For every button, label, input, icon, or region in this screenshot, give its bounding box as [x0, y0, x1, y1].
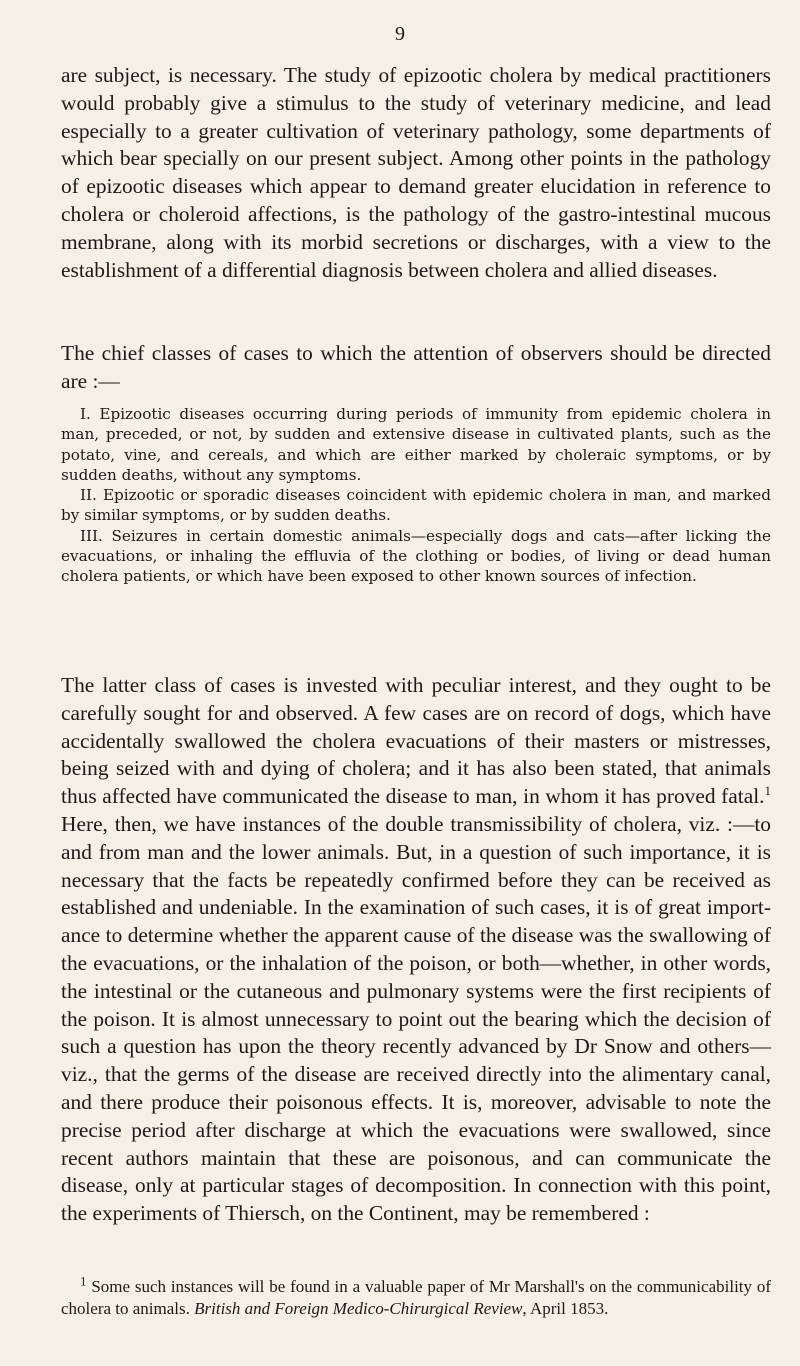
footnote-journal: British and Foreign Medico-Chirurgical Review	[194, 1298, 523, 1318]
class-item-1: I. Epizootic diseases occurring during periods of immunity from epidemic cholera in man, preceded, or not, by sudden and extensive disease in cultivated plants, such as the potato, vine, and cereals, and which are either marked by choleraic symptoms, or by sudden deaths, without any symptoms.	[61, 405, 771, 484]
paragraph-chief-classes: The chief classes of cases to which the attention of observers should be directed are :—	[61, 341, 771, 393]
paragraph-text-continued: Here, then, we have instances of the double transmissibility of cholera, viz. :—to and from man and the lower animals. But, in a question of such importance, it is necessary that the facts be repeatedly confirmed before they can be received as established and undeniable. In the examination of such cases, it is of great importance to determine whether the apparent cause of the disease was the swallowing of the evacuations, or the inhalation of the poison, or both—whether, in other words, the intestinal or the cutaneous and pulmonary systems were the first recipients of the poison. It is almost unnecessary to point out the bearing which the decision of such a question has upon the theory recently advanced by Dr Snow and others—viz., that the germs of the disease are received directly into the alimentary canal, and there produce their poisonous effects. It is, moreover, advisable to note the precise period after discharge at which the evacuations were swallowed, since recent authors maintain that these are poisonous, and can communicate the disease, only at particular stages of decomposition. In connection with this point, the experiments of Thiersch, on the Continent, may be remembered :	[61, 811, 771, 1226]
page-number: 9	[395, 23, 405, 45]
class-item-3: III. Seizures in certain domestic animals—especially dogs and cats—after licking the evacuations, or inhaling the effluvia of the clothing or bodies, of living or dead human cholera patients, or which have been exposed to other known sources of infection.	[61, 526, 771, 586]
footnote-text: Some such instances will be found in a valuable paper of Mr Marshall's on the communicability of cholera to animals.	[61, 1277, 771, 1318]
paragraph-text: The latter class of cases is invested with peculiar interest, and they ought to be carefully sought for and observed. A few cases are on record of dogs, which have accidentally swallowed the cholera evacuations of their masters or mistresses, being seized with and dying of cholera; and it has also been stated, that animals thus affected have communicated the disease to man, in whom it has proved fatal.	[61, 673, 771, 809]
footnote-date: , April 1853.	[522, 1298, 609, 1318]
paragraph-intro: are subject, is necessary. The study of epizootic cholera by medical practitioners would probably give a stimulus to the study of veterinary medicine, and lead especially to a greater cultivation of veterinary pathology, some departments of which bear specially on our present subject. Among other points in the pathology of epizootic diseases which appear to demand greater elucidation in reference to cholera or choleroid affections, is the pathology of the gastro-intestinal mucous membrane, along with its morbid secretions or discharges, with a view to the establishment of a differential diagnosis between cholera and allied diseases.	[61, 63, 771, 282]
class-item-2: II. Epizootic or sporadic diseases coincident with epidemic cholera in man, and marked by similar symptoms, or by sudden deaths.	[61, 486, 771, 525]
classes-list	[61, 404, 771, 587]
paragraph-latter-class	[61, 672, 771, 1228]
footnote-reference: 1	[764, 783, 771, 799]
footnote-number: 1	[80, 1273, 87, 1289]
footnote	[61, 1273, 771, 1319]
